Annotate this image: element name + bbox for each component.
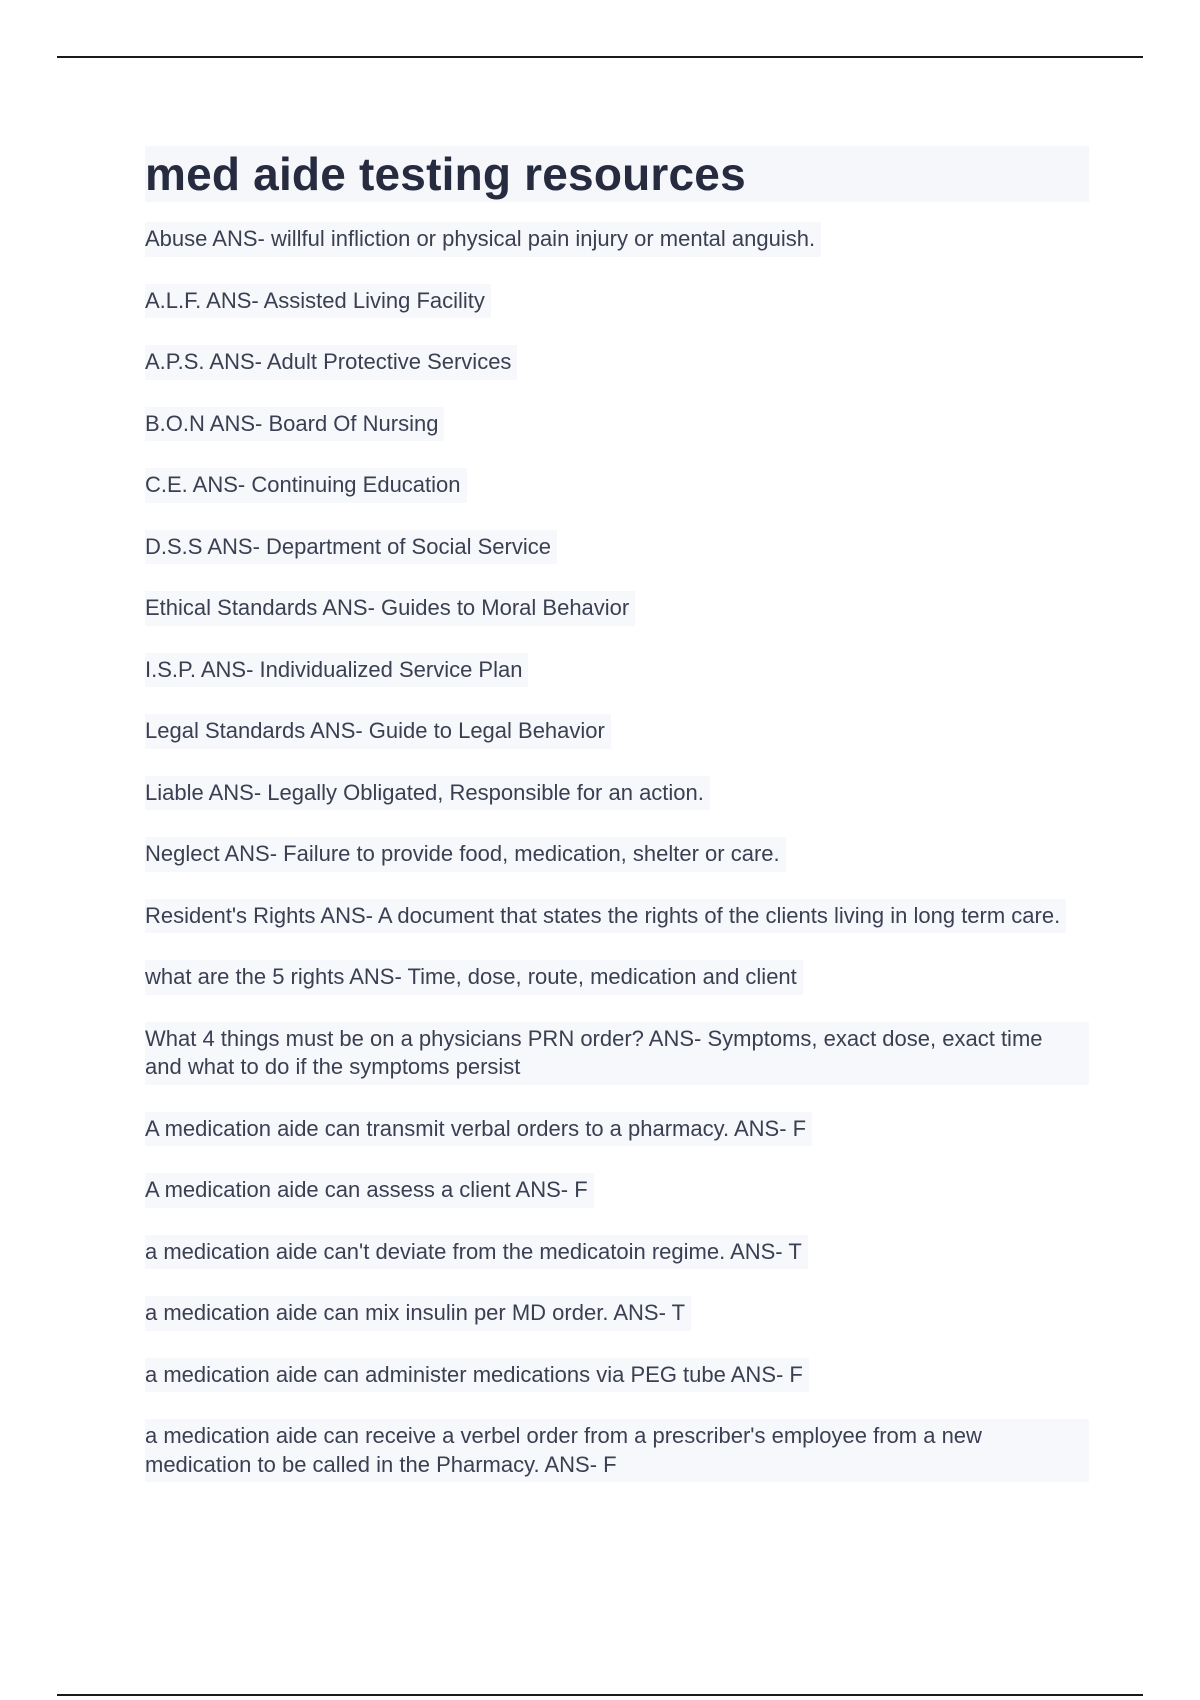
list-item: I.S.P. ANS- Individualized Service Plan — [145, 653, 528, 688]
list-item: Resident's Rights ANS- A document that states the rights of the clients living in long term care. — [145, 899, 1066, 934]
list-item: a medication aide can administer medications via PEG tube ANS- F — [145, 1358, 809, 1393]
list-item: C.E. ANS- Continuing Education — [145, 468, 467, 503]
qa-list — [145, 222, 1089, 1482]
list-item: Neglect ANS- Failure to provide food, medication, shelter or care. — [145, 837, 786, 872]
list-item: D.S.S ANS- Department of Social Service — [145, 530, 557, 565]
list-item: B.O.N ANS- Board Of Nursing — [145, 407, 444, 442]
top-divider — [57, 56, 1143, 58]
list-item: What 4 things must be on a physicians PRN order? ANS- Symptoms, exact dose, exact time and what to do if the symptoms persist — [145, 1022, 1089, 1085]
list-item: Liable ANS- Legally Obligated, Responsible for an action. — [145, 776, 710, 811]
list-item: Legal Standards ANS- Guide to Legal Behavior — [145, 714, 611, 749]
document-title: med aide testing resources — [145, 146, 1089, 202]
document-body — [145, 146, 1089, 1509]
list-item: A.P.S. ANS- Adult Protective Services — [145, 345, 517, 380]
list-item: A.L.F. ANS- Assisted Living Facility — [145, 284, 491, 319]
list-item: Ethical Standards ANS- Guides to Moral Behavior — [145, 591, 635, 626]
list-item: Abuse ANS- willful infliction or physical pain injury or mental anguish. — [145, 222, 821, 257]
list-item: what are the 5 rights ANS- Time, dose, route, medication and client — [145, 960, 803, 995]
list-item: A medication aide can transmit verbal orders to a pharmacy. ANS- F — [145, 1112, 812, 1147]
bottom-divider — [57, 1694, 1143, 1696]
list-item: A medication aide can assess a client ANS- F — [145, 1173, 594, 1208]
list-item: a medication aide can mix insulin per MD order. ANS- T — [145, 1296, 691, 1331]
list-item: a medication aide can receive a verbel order from a prescriber's employee from a new medication to be called in the Pharmacy. ANS- F — [145, 1419, 1089, 1482]
list-item: a medication aide can't deviate from the medicatoin regime. ANS- T — [145, 1235, 808, 1270]
